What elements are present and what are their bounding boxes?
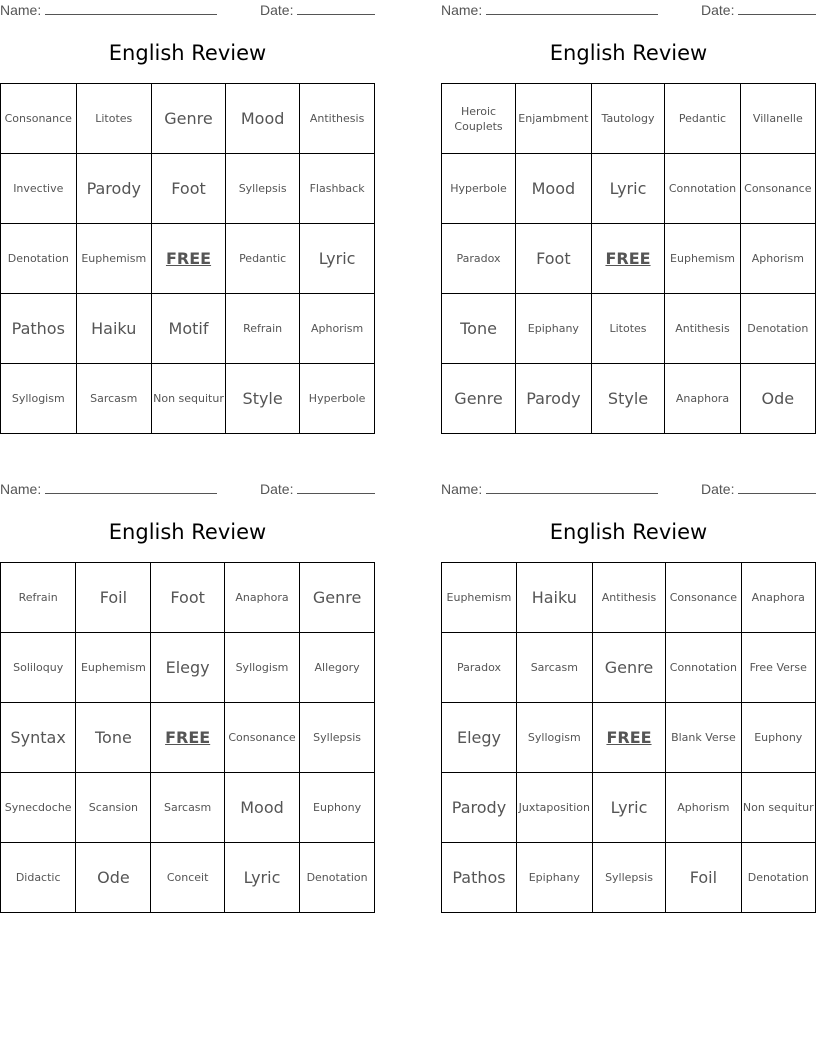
bingo-cell[interactable]: Hyperbole (442, 154, 516, 224)
bingo-cell[interactable]: Genre (151, 84, 225, 154)
bingo-cell[interactable]: Pedantic (226, 224, 300, 294)
bingo-cell[interactable]: Syllepsis (300, 703, 375, 773)
bingo-grid (0, 83, 375, 434)
bingo-cell[interactable]: Antithesis (665, 294, 740, 364)
bingo-grid (441, 562, 816, 913)
bingo-cell[interactable]: Anaphora (665, 364, 740, 434)
bingo-cell[interactable]: Paradox (442, 633, 517, 703)
grid-row (442, 773, 816, 843)
name-field[interactable] (0, 2, 217, 18)
bingo-cell[interactable]: Denotation (740, 294, 815, 364)
bingo-cell[interactable]: Foil (666, 843, 741, 913)
bingo-cell[interactable]: Aphorism (300, 294, 375, 364)
name-field[interactable] (441, 481, 658, 497)
free-space-cell[interactable]: FREE (592, 703, 666, 773)
bingo-cell[interactable]: Conceit (151, 843, 224, 913)
bingo-cell[interactable]: Euphemism (442, 563, 517, 633)
bingo-cell[interactable]: Ode (740, 364, 815, 434)
bingo-cell[interactable]: Mood (516, 154, 592, 224)
bingo-cell[interactable]: Syllogism (1, 364, 77, 434)
grid-row (442, 364, 816, 434)
grid-row (442, 84, 816, 154)
grid-row (1, 224, 375, 294)
bingo-cell[interactable]: Euphemism (76, 633, 151, 703)
grid-row (1, 563, 375, 633)
date-label: Date: (260, 481, 294, 497)
bingo-cell[interactable]: Ode (76, 843, 151, 913)
bingo-cell[interactable]: Haiku (516, 563, 592, 633)
bingo-cell[interactable]: Juxtaposition (516, 773, 592, 843)
grid-row (442, 633, 816, 703)
bingo-cell[interactable]: Parody (76, 154, 151, 224)
bingo-cell[interactable]: Consonance (1, 84, 77, 154)
bingo-card (0, 0, 375, 440)
grid-row (1, 633, 375, 703)
bingo-card (441, 479, 816, 919)
grid-row (442, 703, 816, 773)
bingo-cell[interactable]: Aphorism (666, 773, 741, 843)
date-label: Date: (701, 481, 735, 497)
bingo-cell[interactable]: Syllogism (224, 633, 299, 703)
name-line[interactable] (45, 481, 217, 494)
bingo-cell[interactable]: Mood (224, 773, 299, 843)
bingo-cell[interactable]: Denotation (300, 843, 375, 913)
bingo-cell[interactable]: Tone (76, 703, 151, 773)
date-line[interactable] (738, 481, 816, 494)
grid-row (442, 224, 816, 294)
bingo-cell[interactable]: Hyperbole (300, 364, 375, 434)
bingo-cell[interactable]: Sarcasm (76, 364, 151, 434)
name-line[interactable] (486, 481, 658, 494)
date-line[interactable] (738, 2, 816, 15)
bingo-cell[interactable]: Denotation (1, 224, 77, 294)
bingo-cell[interactable]: Lyric (591, 154, 665, 224)
bingo-cell[interactable]: Didactic (1, 843, 76, 913)
bingo-cell[interactable]: Syntax (1, 703, 76, 773)
bingo-cell[interactable]: Scansion (76, 773, 151, 843)
bingo-cell[interactable]: Connotation (666, 633, 741, 703)
bingo-cell[interactable]: Syllepsis (592, 843, 666, 913)
grid-row (1, 703, 375, 773)
name-field[interactable] (441, 2, 658, 18)
bingo-cell[interactable]: Non sequitur (741, 773, 815, 843)
bingo-cell[interactable]: Enjambment (516, 84, 592, 154)
date-label: Date: (701, 2, 735, 18)
bingo-cell[interactable]: Parody (442, 773, 517, 843)
free-space-cell[interactable]: FREE (591, 224, 665, 294)
bingo-grid (441, 83, 816, 434)
grid-row (1, 294, 375, 364)
bingo-cell[interactable]: Lyric (224, 843, 299, 913)
bingo-cell[interactable]: Tone (442, 294, 516, 364)
bingo-cell[interactable]: Anaphora (741, 563, 815, 633)
bingo-cell[interactable]: Sarcasm (151, 773, 224, 843)
bingo-cell[interactable]: Blank Verse (666, 703, 741, 773)
card-title: English Review (108, 41, 267, 65)
bingo-cell[interactable]: Foot (151, 563, 224, 633)
bingo-cell[interactable]: Syllepsis (226, 154, 300, 224)
bingo-cell[interactable]: Pedantic (665, 84, 740, 154)
bingo-cell[interactable]: Heroic Couplets (442, 84, 516, 154)
bingo-cell[interactable]: Synecdoche (1, 773, 76, 843)
bingo-cell[interactable]: Non sequitur (151, 364, 225, 434)
date-label: Date: (260, 2, 294, 18)
bingo-cell[interactable]: Parody (516, 364, 592, 434)
bingo-cell[interactable]: Litotes (76, 84, 151, 154)
bingo-cell[interactable]: Elegy (151, 633, 224, 703)
bingo-cell[interactable]: Refrain (226, 294, 300, 364)
bingo-cell[interactable]: Euphemism (665, 224, 740, 294)
grid-row (442, 843, 816, 913)
bingo-cell[interactable]: Antithesis (592, 563, 666, 633)
bingo-cell[interactable]: Consonance (666, 563, 741, 633)
bingo-cell[interactable]: Genre (300, 563, 375, 633)
bingo-cell[interactable]: Style (591, 364, 665, 434)
bingo-cell[interactable]: Allegory (300, 633, 375, 703)
grid-row (442, 154, 816, 224)
bingo-cell[interactable]: Lyric (300, 224, 375, 294)
date-field[interactable] (260, 481, 375, 497)
name-field[interactable] (0, 481, 217, 497)
free-space-cell[interactable]: FREE (151, 224, 225, 294)
bingo-cell[interactable]: Pathos (442, 843, 517, 913)
grid-row (1, 843, 375, 913)
date-field[interactable] (701, 481, 816, 497)
name-label: Name: (0, 481, 42, 497)
name-line[interactable] (486, 2, 658, 15)
card-title: English Review (549, 520, 708, 544)
bingo-cell[interactable]: Paradox (442, 224, 516, 294)
grid-row (442, 563, 816, 633)
bingo-cell[interactable]: Syllogism (516, 703, 592, 773)
name-line[interactable] (45, 2, 217, 15)
bingo-cell[interactable]: Lyric (592, 773, 666, 843)
bingo-cell[interactable]: Denotation (741, 843, 815, 913)
bingo-cell[interactable]: Refrain (1, 563, 76, 633)
grid-row (1, 84, 375, 154)
bingo-cell[interactable]: Euphony (741, 703, 815, 773)
card-title: English Review (108, 520, 267, 544)
bingo-cell[interactable]: Mood (226, 84, 300, 154)
bingo-cell[interactable]: Soliloquy (1, 633, 76, 703)
name-label: Name: (0, 2, 42, 18)
bingo-cell[interactable]: Epiphany (516, 843, 592, 913)
name-label: Name: (441, 2, 483, 18)
bingo-cell[interactable]: Connotation (665, 154, 740, 224)
bingo-cell[interactable]: Litotes (591, 294, 665, 364)
bingo-cell[interactable]: Pathos (1, 294, 77, 364)
name-label: Name: (441, 481, 483, 497)
bingo-cell[interactable]: Consonance (224, 703, 299, 773)
bingo-cell[interactable]: Aphorism (740, 224, 815, 294)
date-field[interactable] (260, 2, 375, 18)
bingo-cell[interactable]: Style (226, 364, 300, 434)
date-field[interactable] (701, 2, 816, 18)
bingo-cell[interactable]: Euphemism (76, 224, 151, 294)
bingo-cell[interactable]: Euphony (300, 773, 375, 843)
bingo-cell[interactable]: Foot (151, 154, 225, 224)
bingo-cell[interactable]: Genre (442, 364, 516, 434)
bingo-cell[interactable]: Genre (592, 633, 666, 703)
bingo-cell[interactable]: Flashback (300, 154, 375, 224)
bingo-cell[interactable]: Foot (516, 224, 592, 294)
bingo-cell[interactable]: Villanelle (740, 84, 815, 154)
grid-row (1, 154, 375, 224)
card-title: English Review (549, 41, 708, 65)
bingo-cell[interactable]: Haiku (76, 294, 151, 364)
bingo-card (0, 479, 375, 919)
grid-row (442, 294, 816, 364)
bingo-cell[interactable]: Anaphora (224, 563, 299, 633)
bingo-card (441, 0, 816, 440)
grid-row (1, 773, 375, 843)
date-line[interactable] (297, 2, 375, 15)
bingo-cell[interactable]: Invective (1, 154, 77, 224)
bingo-cell[interactable]: Elegy (442, 703, 517, 773)
bingo-grid (0, 562, 375, 913)
date-line[interactable] (297, 481, 375, 494)
free-space-cell[interactable]: FREE (151, 703, 224, 773)
bingo-cell[interactable]: Tautology (591, 84, 665, 154)
bingo-cell[interactable]: Sarcasm (516, 633, 592, 703)
bingo-cell[interactable]: Motif (151, 294, 225, 364)
bingo-cell[interactable]: Foil (76, 563, 151, 633)
bingo-cell[interactable]: Antithesis (300, 84, 375, 154)
bingo-cell[interactable]: Consonance (740, 154, 815, 224)
bingo-cell[interactable]: Epiphany (516, 294, 592, 364)
grid-row (1, 364, 375, 434)
bingo-cell[interactable]: Free Verse (741, 633, 815, 703)
